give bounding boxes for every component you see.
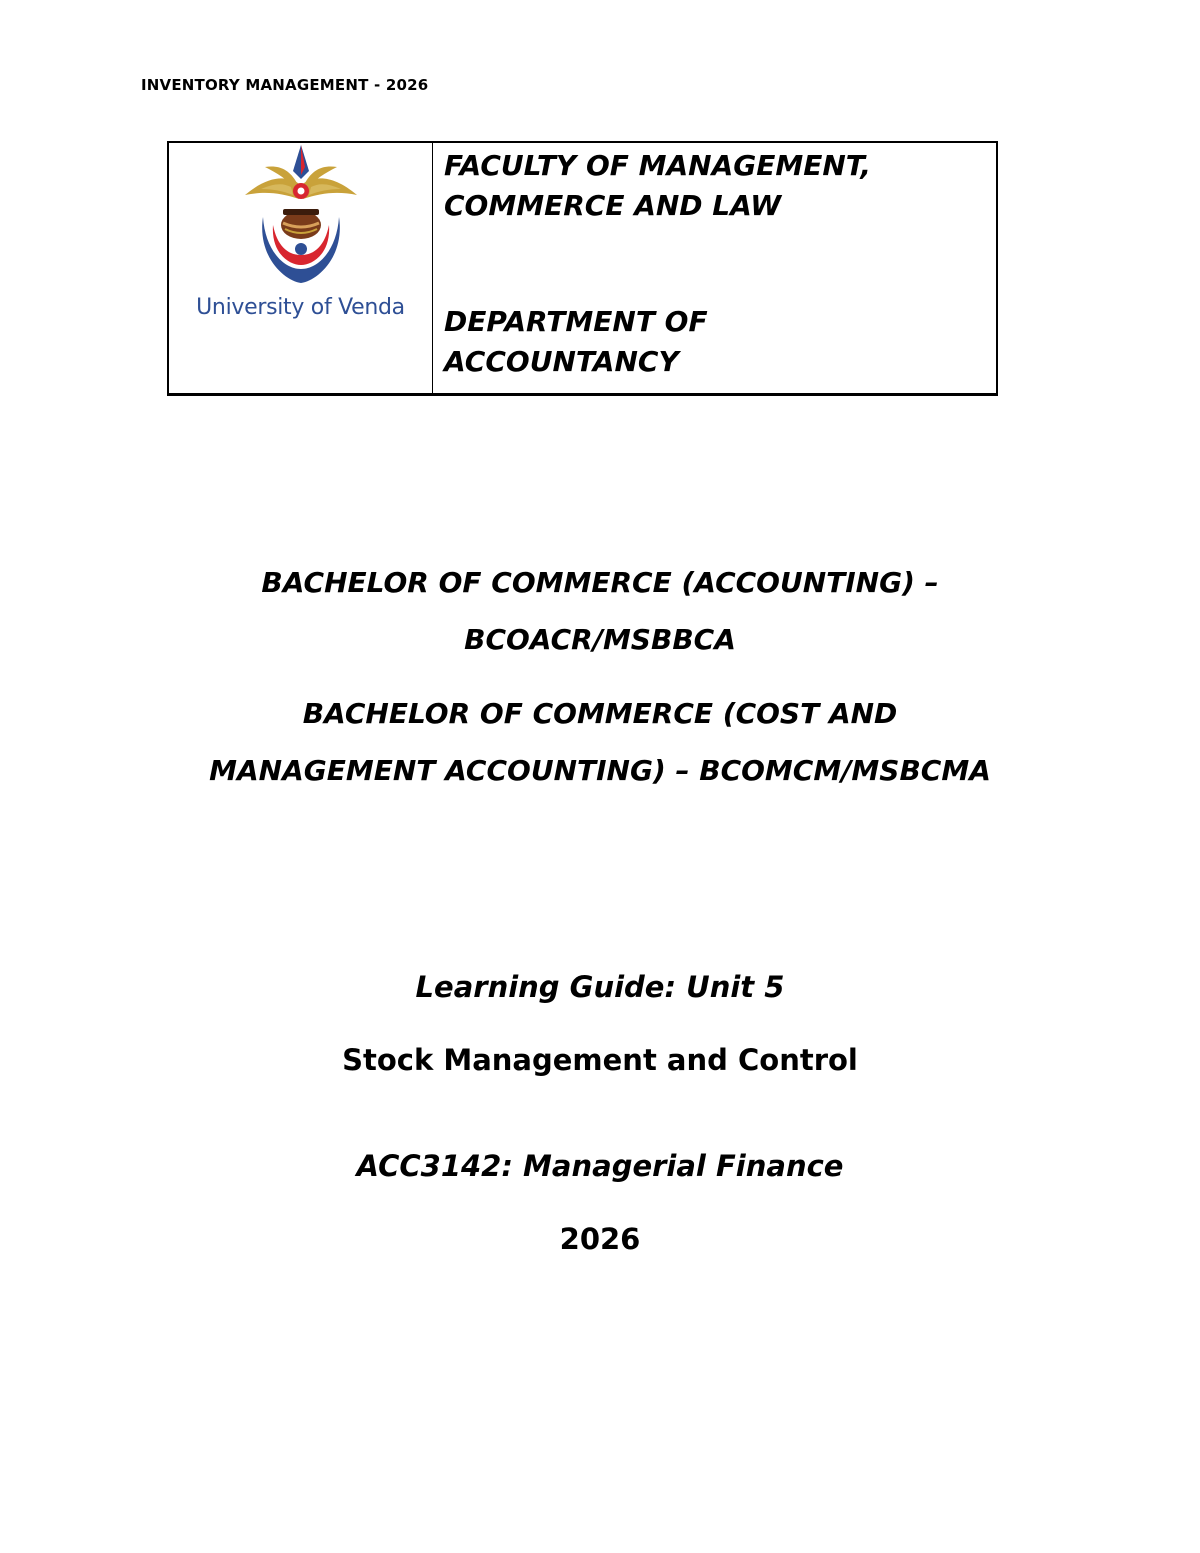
learning-guide-unit: Learning Guide: Unit 5: [415, 970, 785, 1004]
programme-title-2: [0, 685, 1200, 799]
programme-accounting: BACHELOR OF COMMERCE (ACCOUNTING) – BCOACR/MSBBCA: [261, 566, 939, 656]
programme-cost-management: BACHELOR OF COMMERCE (COST AND MANAGEMENT ACCOUNTING) – BCOMCM/MSBCMA: [209, 697, 991, 787]
faculty-header-table: [167, 141, 998, 396]
unit-topic: Stock Management and Control: [342, 1043, 858, 1077]
programme-title-1: [0, 554, 1200, 668]
faculty-text-cell: [433, 143, 996, 393]
university-crest-logo: [239, 145, 363, 295]
logo-cell: [169, 143, 433, 393]
department-name: DEPARTMENT OF ACCOUNTANCY: [444, 305, 708, 378]
faculty-name: FACULTY OF MANAGEMENT, COMMERCE AND LAW: [444, 149, 872, 222]
module-name: ACC3142: Managerial Finance: [356, 1149, 844, 1183]
logo-wordmark: University of Venda: [196, 295, 405, 320]
guide-year: 2026: [559, 1222, 641, 1256]
running-header: INVENTORY MANAGEMENT - 2026: [141, 76, 429, 94]
